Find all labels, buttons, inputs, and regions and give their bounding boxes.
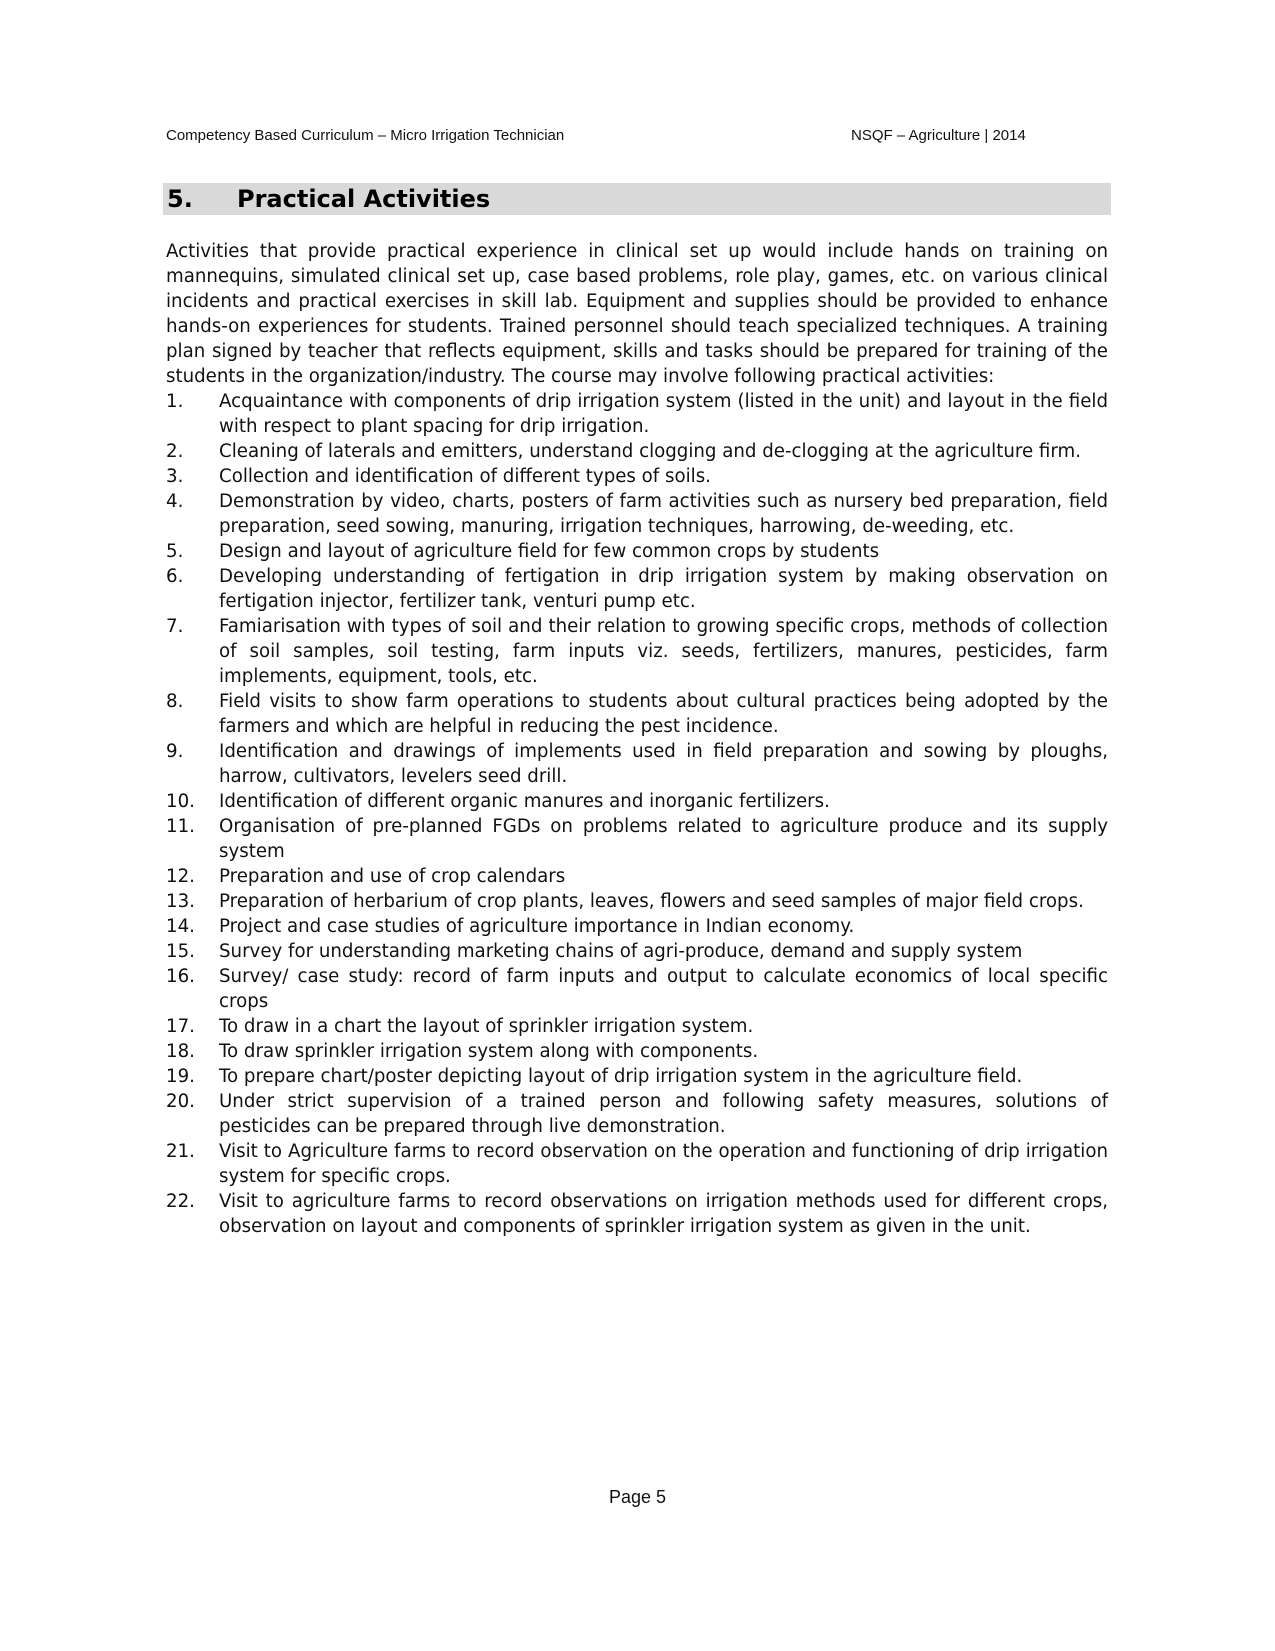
activity-number: 5. xyxy=(166,541,184,562)
activity-text: To draw in a chart the layout of sprinkler irrigation system. xyxy=(219,1016,754,1037)
activity-number: 21. xyxy=(166,1141,195,1162)
section-heading xyxy=(163,183,1111,215)
activity-text: Field visits to show farm operations to students about cultural practices being adopted by the farmers and which are helpful in reducing the pest incidence. xyxy=(219,691,1108,737)
activity-number: 2. xyxy=(166,441,184,462)
activity-number: 12. xyxy=(166,866,195,887)
activity-text: Acquaintance with components of drip irrigation system (listed in the unit) and layout in the field with respect to plant spacing for drip irrigation. xyxy=(219,391,1108,437)
activity-text: Survey/ case study: record of farm inputs and output to calculate economics of local specific crops xyxy=(219,966,1108,1012)
activity-item xyxy=(166,1039,1108,1064)
activity-item xyxy=(166,864,1108,889)
activity-text: Collection and identification of different types of soils. xyxy=(219,466,711,487)
activity-number: 15. xyxy=(166,941,195,962)
activity-number: 17. xyxy=(166,1016,195,1037)
activity-number: 18. xyxy=(166,1041,195,1062)
page-header xyxy=(166,127,1048,147)
activity-text: Organisation of pre-planned FGDs on problems related to agriculture produce and its supply system xyxy=(219,816,1108,862)
activity-number: 1. xyxy=(166,391,184,412)
activity-text: Project and case studies of agriculture importance in Indian economy. xyxy=(219,916,855,937)
activity-text: Under strict supervision of a trained person and following safety measures, solutions of pesticides can be prepared through live demonstration. xyxy=(219,1091,1108,1137)
activity-number: 10. xyxy=(166,791,195,812)
activity-text: Cleaning of laterals and emitters, understand clogging and de-clogging at the agriculture firm. xyxy=(219,441,1082,462)
activity-text: Design and layout of agriculture field for few common crops by students xyxy=(219,541,880,562)
activity-text: Survey for understanding marketing chains of agri-produce, demand and supply system xyxy=(219,941,1023,962)
section-number: 5. xyxy=(167,185,193,213)
activity-number: 11. xyxy=(166,816,195,837)
activity-item xyxy=(166,889,1108,914)
activity-number: 22. xyxy=(166,1191,195,1212)
activity-number: 19. xyxy=(166,1066,195,1087)
activity-item xyxy=(166,539,1108,564)
activity-item xyxy=(166,1064,1108,1089)
activity-item xyxy=(166,789,1108,814)
activity-number: 3. xyxy=(166,466,184,487)
activity-item xyxy=(166,964,1108,1014)
activity-item xyxy=(166,1139,1108,1189)
activity-number: 13. xyxy=(166,891,195,912)
activity-item xyxy=(166,489,1108,539)
activity-item xyxy=(166,464,1108,489)
activity-item xyxy=(166,814,1108,864)
activity-number: 8. xyxy=(166,691,184,712)
page-footer xyxy=(0,1487,1275,1508)
activity-item xyxy=(166,1014,1108,1039)
activity-item xyxy=(166,614,1108,689)
activity-number: 6. xyxy=(166,566,184,587)
activity-item xyxy=(166,689,1108,739)
activity-number: 7. xyxy=(166,616,184,637)
activity-number: 14. xyxy=(166,916,195,937)
activity-text: To draw sprinkler irrigation system along with components. xyxy=(219,1041,759,1062)
activity-item xyxy=(166,939,1108,964)
activity-text: Developing understanding of fertigation in drip irrigation system by making observation on fertigation injector, fertilizer tank, venturi pump etc. xyxy=(219,566,1108,612)
activity-item xyxy=(166,1089,1108,1139)
activity-text: Identification of different organic manures and inorganic fertilizers. xyxy=(219,791,830,812)
activity-item xyxy=(166,739,1108,789)
activity-text: Visit to agriculture farms to record observations on irrigation methods used for different crops, observation on layout and components of sprinkler irrigation system as given in the unit. xyxy=(219,1191,1108,1237)
header-document-title: Competency Based Curriculum – Micro Irrigation Technician xyxy=(166,127,565,144)
activity-text: Visit to Agriculture farms to record observation on the operation and functioning of drip irrigation system for specific crops. xyxy=(219,1141,1108,1187)
activity-text: Famiarisation with types of soil and their relation to growing specific crops, methods of collection of soil samples, soil testing, farm inputs viz. seeds, fertilizers, manures, pesticides, farm implements, equipment, tools, etc. xyxy=(219,616,1108,687)
activity-text: To prepare chart/poster depicting layout of drip irrigation system in the agriculture field. xyxy=(219,1066,1023,1087)
activity-number: 16. xyxy=(166,966,195,987)
page-number: Page 5 xyxy=(608,1487,667,1507)
activity-item xyxy=(166,914,1108,939)
section-title: Practical Activities xyxy=(237,185,491,213)
activity-item xyxy=(166,1189,1108,1239)
activity-item xyxy=(166,564,1108,614)
activity-number: 20. xyxy=(166,1091,195,1112)
activity-text: Preparation and use of crop calendars xyxy=(219,866,566,887)
intro-paragraph: Activities that provide practical experience in clinical set up would include hands on training on mannequins, simulated clinical set up, case based problems, role play, games, etc. on various clinical incidents and practical exercises in skill lab. Equipment and supplies should be provided to enhance hands-on experiences for students. Trained personnel should teach specialized techniques. A training plan signed by teacher that reflects equipment, skills and tasks should be prepared for training of the students in the organization/industry. The course may involve following practical activities: xyxy=(166,241,1108,387)
section-body xyxy=(166,239,1108,1239)
header-series-year: NSQF – Agriculture | 2014 xyxy=(851,127,1026,144)
activity-item xyxy=(166,439,1108,464)
activity-text: Preparation of herbarium of crop plants, leaves, flowers and seed samples of major field crops. xyxy=(219,891,1084,912)
activity-text: Demonstration by video, charts, posters of farm activities such as nursery bed preparation, field preparation, seed sowing, manuring, irrigation techniques, harrowing, de-weeding, etc. xyxy=(219,491,1108,537)
activity-number: 4. xyxy=(166,491,184,512)
activity-item xyxy=(166,389,1108,439)
activity-list xyxy=(166,389,1108,1239)
activity-text: Identification and drawings of implements used in field preparation and sowing by ploughs, harrow, cultivators, levelers seed drill. xyxy=(219,741,1108,787)
activity-number: 9. xyxy=(166,741,184,762)
